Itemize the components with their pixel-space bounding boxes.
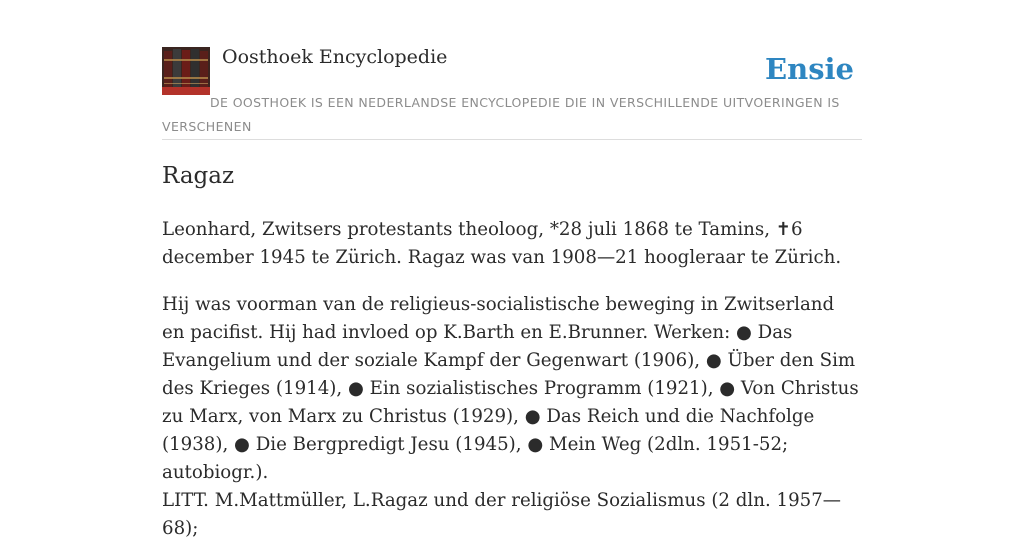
brand-logo-link[interactable]: Ensie — [765, 52, 854, 86]
article-paragraph-3: LITT. M.Mattmüller, L.Ragaz und der religiöse Sozialismus (2 dln. 1957—68); — [162, 490, 841, 539]
header-divider — [162, 139, 862, 140]
books-icon — [162, 47, 210, 95]
site-tagline: DE OOSTHOEK IS EEN NEDERLANDSE ENCYCLOPEDIE DIE IN VERSCHILLENDE UITVOERINGEN IS VERSCHENEN — [162, 95, 840, 134]
site-name-link[interactable]: Oosthoek Encyclopedie — [222, 46, 448, 68]
article-paragraph-2: Hij was voorman van de religieus-socialistische beweging in Zwitserland en pacifist. Hij had invloed op K.Barth en E.Brunner. Werken: ● Das Evangelium und der soziale Kampf der Gegenwart (1906), ● Über den Sim des Krieges (1914), ● Ein sozialistisches Programm (1921), ● Von Christus zu Marx, von Marx zu Christus (1929), ● Das Reich und die Nachfolge (1938), ● Die Bergpredigt Jesu (1945), ● Mein Weg (2dln. 1951-52; autobiogr.). — [162, 294, 859, 483]
article-title: Ragaz — [162, 163, 235, 189]
encyclopedia-books-avatar[interactable] — [162, 47, 210, 95]
article-paragraph-1: Leonhard, Zwitsers protestants theoloog, *28 juli 1868 te Tamins, ✝6 december 1945 te Zürich. Ragaz was van 1908—21 hoogleraar te Zürich. — [162, 219, 842, 268]
